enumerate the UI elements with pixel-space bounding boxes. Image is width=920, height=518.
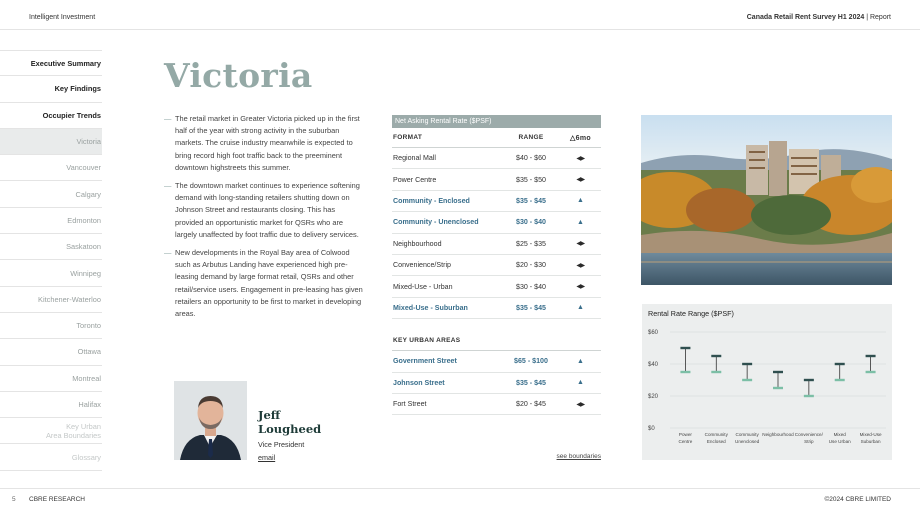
page-title: Victoria [164,56,313,95]
cell-range: $20 - $45 [516,400,546,409]
flat-arrows-icon: ◀▶ [576,241,585,248]
x-tick-label: Convenience/ [794,432,823,437]
cell-change [560,262,601,269]
table-row [392,298,601,319]
bullet-text: The downtown market continues to experience softening demand with long-standing retailers shutting down on Johnson Street and restaurants closing. This has provided an opportunistic market for QSRs who are largely unaffected by foot traffic due to delivery services. [175,181,360,239]
cell-format: Mixed-Use - Urban [393,282,453,291]
sidebar-item-label: Kitchener-Waterloo [38,294,101,304]
sidebar-item-glossary[interactable] [0,444,102,470]
flat-arrows-icon: ◀▶ [576,155,585,162]
cell-format: Community - Unenclosed [393,218,479,227]
contact-name [258,408,321,436]
x-tick-label: Mixed [833,432,846,437]
rent-table [392,115,601,415]
sidebar-item-vancouver[interactable] [0,155,102,181]
bullet-dash: — [164,114,172,123]
sidebar-item-saskatoon[interactable] [0,234,102,260]
contact-last-name: Lougheed [258,422,322,436]
cell-format: Convenience/Strip [393,261,451,270]
sidebar-item-label: Winnipeg [70,268,101,278]
cell-range: $35 - $45 [516,303,546,312]
flat-arrows-icon: ◀▶ [576,262,585,269]
cell-format: Fort Street [393,400,427,409]
header-format: FORMAT [393,134,423,141]
bullet-dash: — [164,248,172,258]
sidebar-item-victoria[interactable] [0,129,102,155]
contact-portrait [174,381,247,460]
flat-arrows-icon: ◀▶ [576,401,585,408]
victoria-skyline-image [641,115,892,285]
table-row [392,351,601,372]
x-tick-label: Neighbourhood [762,432,794,437]
bullet-item [164,113,364,174]
sidebar-item-occupier-trends[interactable] [0,103,102,129]
table-row [392,255,601,276]
sidebar-item-ottawa[interactable] [0,339,102,365]
y-tick-label: $0 [648,426,655,432]
cell-range: $30 - $40 [516,218,546,227]
sidebar-item-label: Saskatoon [66,242,101,252]
x-tick-label: Suburban [860,439,881,444]
up-arrow-icon: ▲ [577,218,584,226]
up-arrow-icon: ▲ [577,197,584,205]
cell-change [560,379,601,386]
sidebar-nav [0,50,102,471]
table-row [392,212,601,233]
bullet-text: The retail market in Greater Victoria picked up in the first half of the year with strong activity in the suburban markets. The cruise industry meanwhile is expected to bring record high foot traffic back to the preeminent downtown highstreets this summer. [175,114,360,172]
table-row [392,276,601,297]
x-tick-label: Community [704,432,728,437]
table-body-formats [392,148,601,319]
range-low-mark [804,395,814,397]
cell-range: $20 - $30 [516,261,546,270]
cell-change [560,358,601,365]
sidebar-item-label: Montreal [72,373,101,383]
cell-range: $35 - $45 [516,378,546,387]
flat-arrows-icon: ◀▶ [576,284,585,291]
contact-photo [174,381,247,460]
footer-brand: CBRE RESEARCH [29,496,85,503]
range-high-mark [804,379,814,381]
x-tick-label: Strip [804,439,814,444]
sidebar-item-executive-summary[interactable] [0,50,102,76]
sidebar-item-label: Key Urban [66,421,101,431]
x-tick-label: Community [735,432,759,437]
cell-change [560,219,601,226]
range-high-mark [835,363,845,365]
cell-range: $35 - $45 [516,196,546,205]
sidebar-item-label: Occupier Trends [42,110,101,120]
cell-format: Government Street [393,357,457,366]
sidebar-item-winnipeg[interactable] [0,260,102,286]
sidebar-item-calgary[interactable] [0,181,102,207]
sidebar-item-label-line2: Area Boundaries [45,430,101,440]
cell-change [560,197,601,204]
sidebar-item-label: Edmonton [67,215,101,225]
header-change: △6mo [570,134,591,142]
footer-copyright: ©2024 CBRE LIMITED [824,496,891,503]
top-bar [0,0,920,30]
sidebar-item-label: Glossary [71,452,101,462]
sidebar-item-label: Victoria [76,137,101,147]
table-row [392,234,601,255]
sidebar-item-key-urban-area-boundaries[interactable] [0,418,102,444]
victoria-photo [641,115,892,285]
cell-change [560,240,601,247]
sidebar-item-montreal[interactable] [0,366,102,392]
cell-format: Community - Enclosed [393,196,470,205]
cell-change [560,176,601,183]
table-title: Net Asking Rental Rate ($PSF) [392,115,601,128]
cell-range: $30 - $40 [516,282,546,291]
cell-range: $40 - $60 [516,154,546,163]
sidebar-item-label: Ottawa [77,347,101,357]
range-low-mark [742,379,752,381]
chart-canvas [642,304,892,460]
bullet-dash: — [164,181,172,191]
sidebar-item-label: Halifax [78,400,101,409]
x-tick-label: Power [678,432,692,437]
cell-range: $25 - $35 [516,239,546,248]
header-range: RANGE [518,134,544,141]
cell-format: Mixed-Use - Suburban [393,303,468,312]
range-low-mark [773,387,783,389]
up-arrow-icon: ▲ [577,304,584,312]
sidebar-item-label: Key Findings [54,84,101,94]
cell-format: Neighbourhood [393,239,442,248]
range-high-mark [680,347,690,349]
report-label: Report [869,14,891,21]
header-separator: | [866,14,869,21]
cell-change [560,283,601,290]
x-tick-label: Unenclosed [735,439,760,444]
sidebar-item-key-findings[interactable] [0,76,102,102]
sidebar-item-toronto[interactable] [0,313,102,339]
table-row [392,191,601,212]
y-tick-label: $40 [648,362,659,368]
key-urban-areas-heading: KEY URBAN AREAS [392,319,601,351]
table-header [392,128,601,148]
contact-email-link[interactable]: email [258,453,276,462]
table-row [392,394,601,415]
up-arrow-icon: ▲ [577,379,584,387]
sidebar-item-edmonton[interactable] [0,208,102,234]
bullet-item [164,247,364,320]
y-tick-label: $20 [648,394,659,400]
x-tick-label: Centre [678,439,693,444]
range-low-mark [866,371,876,373]
x-tick-label: Mixed-Use [859,432,882,437]
y-tick-label: $60 [648,330,659,336]
cell-change [560,155,601,162]
cell-format: Johnson Street [393,378,445,387]
rental-range-chart [642,304,892,460]
table-row [392,148,601,169]
bullet-text: New developments in the Royal Bay area of Colwood such as Arbutus Landing have experienced high pre-leasing demand by large format retail, QSRs and other retail/service users. Engagement in pre-leasing has given retailers an opportunity to be first to market in developing areas. [175,248,363,319]
cell-change [560,401,601,408]
cell-format: Regional Mall [393,154,436,163]
range-high-mark [866,355,876,357]
x-tick-label: Use Urban [828,439,851,444]
contact-first-name: Jeff [258,408,281,422]
range-high-mark [773,371,783,373]
sidebar-item-label: Executive Summary [30,58,101,68]
page-number: 5 [12,496,16,503]
x-tick-label: Enclosed [706,439,726,444]
header-report-title [747,14,891,21]
cell-change [560,304,601,311]
sidebar-item-label: Calgary [75,189,101,199]
header-brand: Intelligent Investment [29,14,96,21]
up-arrow-icon: ▲ [577,357,584,365]
contact-role: Vice President [258,440,305,449]
cell-format: Power Centre [393,175,437,184]
range-low-mark [711,371,721,373]
sidebar-item-label: Toronto [76,321,101,331]
range-low-mark [835,379,845,381]
range-low-mark [680,371,690,373]
range-high-mark [711,355,721,357]
report-title: Canada Retail Rent Survey H1 2024 [746,14,865,21]
flat-arrows-icon: ◀▶ [576,177,585,184]
sidebar-item-kitchener-waterloo[interactable] [0,287,102,313]
cell-range: $65 - $100 [514,357,548,366]
commentary-bullets [164,113,364,326]
sidebar-item-label: Vancouver [66,163,101,173]
see-boundaries-link[interactable]: see boundaries [556,453,601,460]
sidebar-item-halifax[interactable] [0,392,102,418]
bullet-item [164,180,364,241]
chart-title: Rental Rate Range ($PSF) [648,309,734,318]
cell-range: $35 - $50 [516,175,546,184]
table-row [392,373,601,394]
range-high-mark [742,363,752,365]
footer-divider [0,488,920,489]
table-row [392,169,601,190]
table-body-urban-areas [392,351,601,415]
